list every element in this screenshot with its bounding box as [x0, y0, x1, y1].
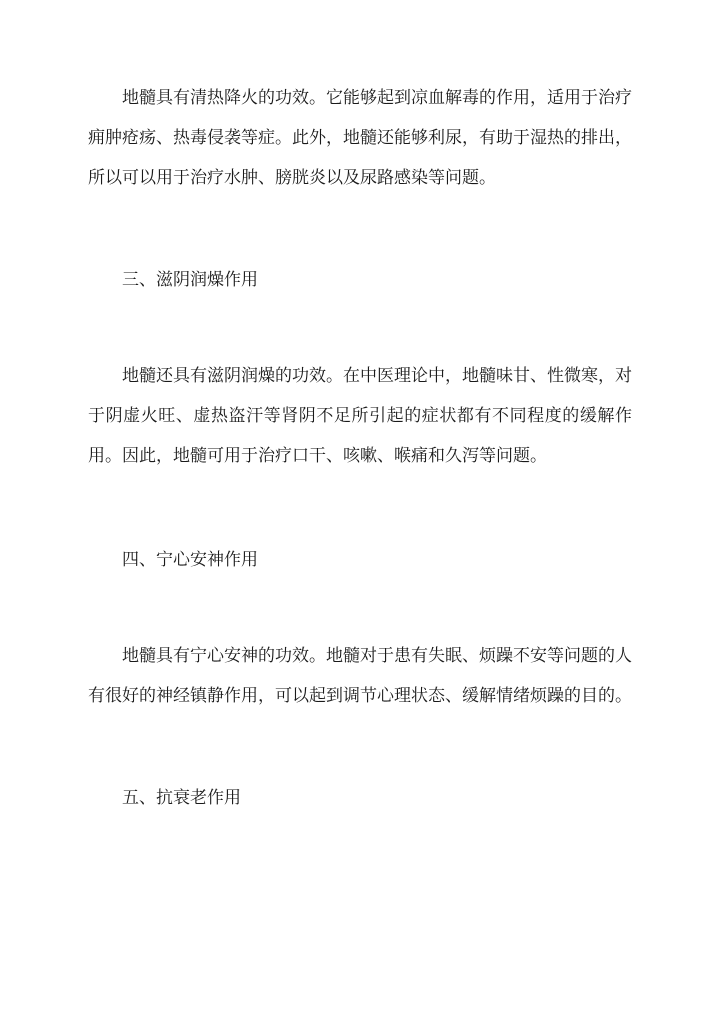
paragraph-calming-mind: 地髓具有宁心安神的功效。地髓对于患有失眠、烦躁不安等问题的人有很好的神经镇静作用，可以起到调节心理状态、缓解情绪烦躁的目的。 — [88, 646, 632, 706]
heading-calming-mind: 四、宁心安神作用 — [122, 550, 258, 570]
paragraph-nourishing-yin: 地髓还具有滋阴润燥的功效。在中医理论中，地髓味甘、性微寒，对于阴虚火旺、虚热盗汗等肾阴不足所引起的症状都有不同程度的缓解作用。因此，地髓可用于治疗口干、咳嗽、喉痛和久泻等问题。 — [88, 366, 632, 466]
heading-nourishing-yin: 三、滋阴润燥作用 — [122, 270, 258, 290]
paragraph-heat-clearing: 地髓具有清热降火的功效。它能够起到凉血解毒的作用，适用于治疗痈肿疮疡、热毒侵袭等症。此外，地髓还能够利尿，有助于湿热的排出，所以可以用于治疗水肿、膀胱炎以及尿路感染等问题。 — [88, 88, 632, 188]
heading-anti-aging: 五、抗衰老作用 — [122, 788, 241, 808]
